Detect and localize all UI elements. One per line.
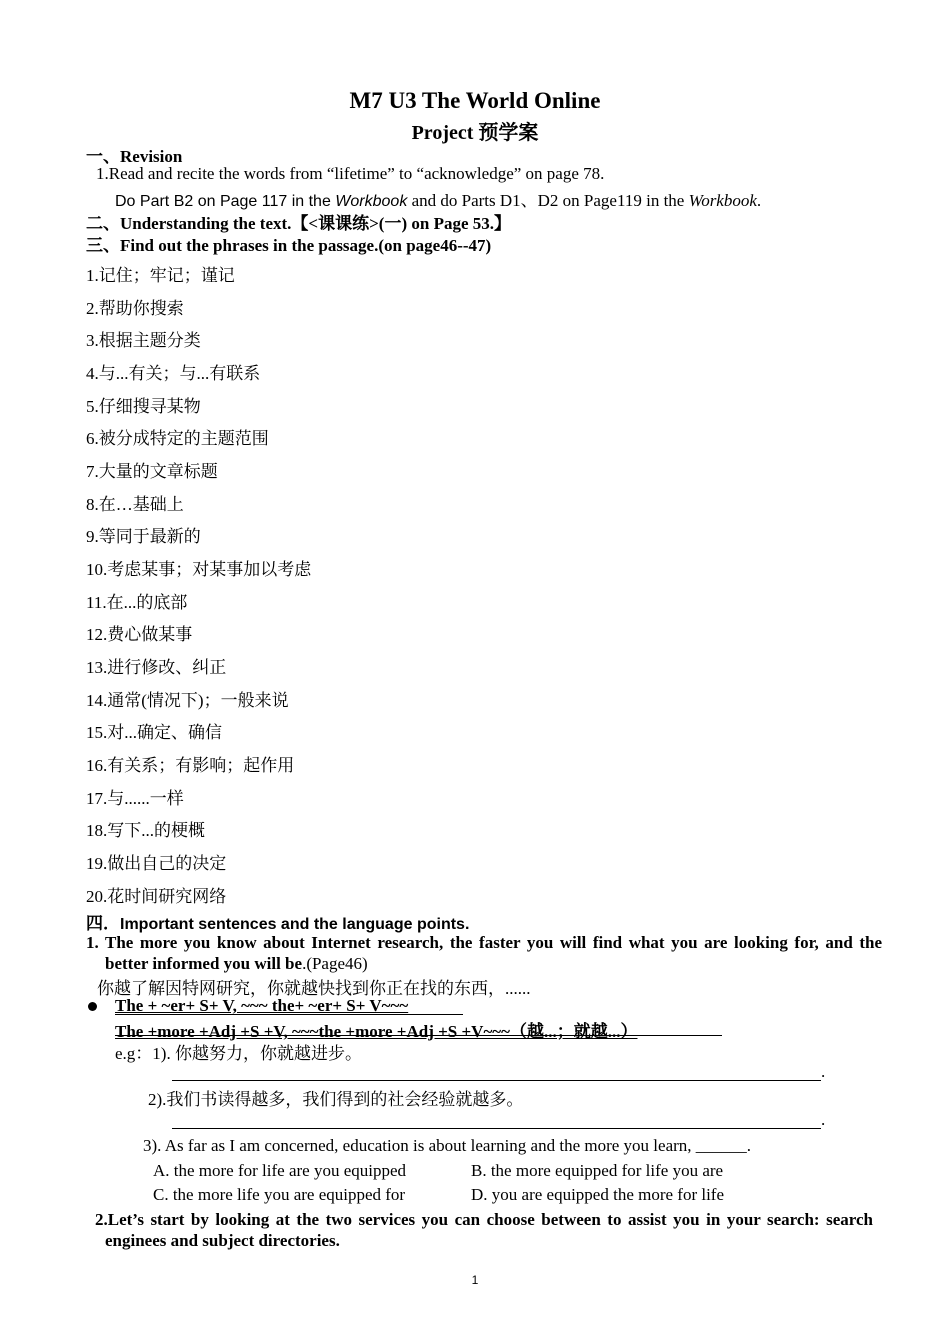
page-title: M7 U3 The World Online	[349, 88, 601, 113]
option-a: A. the more for life are you equipped	[153, 1161, 407, 1180]
example-1: e.g：1). 你越努力，你就越进步。	[115, 1044, 362, 1063]
answer-line[interactable]	[172, 1080, 821, 1081]
option-d: D. you are equipped the more for life	[471, 1185, 725, 1204]
pattern-2: The +more +Adj +S +V, ~~~the +more +Adj +S +V~~~（越...；就越...）	[115, 1022, 638, 1041]
example-2: 2).我们书读得越多，我们得到的社会经验就越多。	[148, 1090, 524, 1109]
sentence-1-translation: 你越了解因特网研究，你就越快找到你正在找的东西，......	[97, 979, 531, 998]
phrase-item: 11.在...的底部	[86, 593, 188, 612]
period: .	[821, 1062, 826, 1081]
revision-item-2: Do Part B2 on Page 117 in the Workbook and do Parts D1、D2 on Page119 in the Workbook.	[115, 191, 762, 210]
phrase-item: 20.花时间研究网络	[86, 887, 227, 906]
bullet-icon	[88, 1002, 97, 1011]
phrase-item: 13.进行修改、纠正	[86, 658, 227, 677]
revision-item-1: 1.Read and recite the words from “lifetime” to “acknowledge” on page 78.	[96, 164, 605, 183]
example-3: 3). As far as I am concerned, education is about learning and the more you learn, ______.	[143, 1136, 752, 1155]
phrase-item: 14.通常(情况下)；一般来说	[86, 691, 289, 710]
sentence-1: 1. The more you know about Internet research, the faster you will find what you are looking for, and the better informed you will be.(Page46)	[86, 933, 882, 973]
phrases-heading: 三、Find out the phrases in the passage.(on page46--47)	[86, 236, 492, 255]
sentences-heading: 四．Important sentences and the language points.	[86, 914, 470, 933]
pattern-1: The + ~er+ S+ V, ~~~ the+ ~er+ S+ V~~~	[115, 996, 409, 1015]
phrase-item: 18.写下...的梗概	[86, 821, 205, 840]
option-b: B. the more equipped for life you are	[471, 1161, 724, 1180]
period: .	[821, 1110, 826, 1129]
option-c: C. the more life you are equipped for	[153, 1185, 406, 1204]
phrase-item: 10.考虑某事；对某事加以考虑	[86, 560, 312, 579]
phrase-item: 5.仔细搜寻某物	[86, 397, 201, 416]
phrase-item: 15.对...确定、确信	[86, 723, 222, 742]
answer-line[interactable]	[172, 1128, 821, 1129]
phrase-item: 16.有关系；有影响；起作用	[86, 756, 295, 775]
phrase-item: 2.帮助你搜索	[86, 299, 184, 318]
phrase-item: 3.根据主题分类	[86, 331, 201, 350]
sentence-2: 2.Let’s start by looking at the two services you can choose between to assist you in your search: search enginees and subject directories.	[95, 1210, 873, 1250]
page-subtitle: Project 预学案	[411, 122, 539, 144]
phrase-item: 19.做出自己的决定	[86, 854, 227, 873]
phrase-item: 6.被分成特定的主题范围	[86, 429, 269, 448]
phrase-item: 8.在…基础上	[86, 495, 184, 514]
phrase-item: 9.等同于最新的	[86, 527, 201, 546]
phrase-item: 12.费心做某事	[86, 625, 193, 644]
revision-heading: 一、Revision	[86, 147, 183, 166]
phrase-item: 7.大量的文章标题	[86, 462, 218, 481]
phrase-item: 4.与...有关；与...有联系	[86, 364, 261, 383]
page-number: 1	[471, 1273, 479, 1287]
understanding-heading: 二、Understanding the text.【<课课练>(一) on Page 53.】	[86, 214, 511, 233]
phrase-item: 17.与......一样	[86, 789, 184, 808]
phrase-item: 1.记住；牢记；谨记	[86, 266, 235, 285]
